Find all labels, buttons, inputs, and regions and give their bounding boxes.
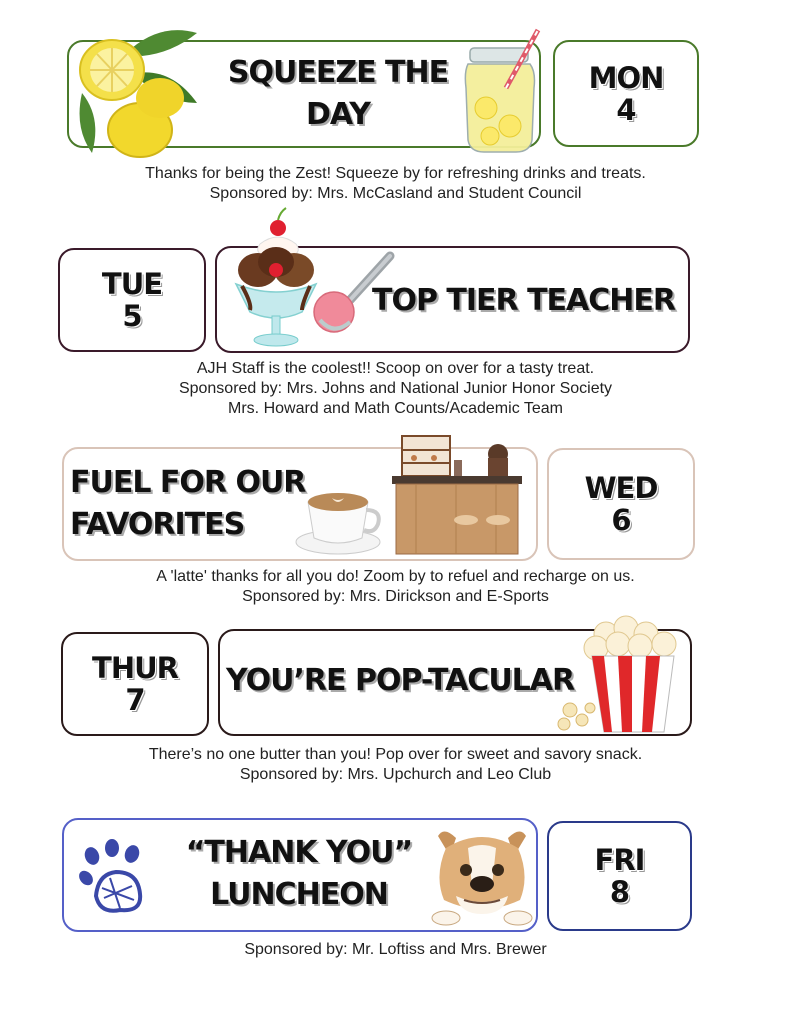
event-1-description: Thanks for being the Zest! Squeeze by for refreshing drinks and treats. Sponsored by: Mrs. McCasland and Student Council (145, 165, 646, 202)
coffee-cup-icon (294, 484, 386, 558)
event-4-description: There’s no one butter than you! Pop over for sweet and savory snack. Sponsored by: Mrs. Upchurch and Leo Club (148, 746, 643, 783)
event-2-day-box (58, 248, 206, 352)
event-3-day: WED (584, 471, 658, 505)
ice-cream-sundae-icon (232, 212, 320, 350)
event-4-title: YOU’RE POP-TACULAR (226, 663, 575, 698)
event-3-day-box (547, 448, 695, 560)
event-4-day-box (61, 632, 209, 736)
event-5-title: “THANK YOU” LUNCHEON (185, 835, 413, 912)
event-2-date: 5 (122, 299, 142, 333)
event-2-title: TOP TIER TEACHER (372, 283, 675, 318)
event-1-day-box (553, 40, 699, 147)
popcorn-icon (556, 614, 686, 738)
event-5-day: FRI (594, 843, 645, 877)
event-3-title: FUEL FOR OUR FAVORITES (70, 465, 306, 542)
event-3-description: A 'latte' thanks for all you do! Zoom by to refuel and recharge on us. Sponsored by: Mrs. Dirickson and E-Sports (156, 568, 635, 605)
lemon-icon (72, 18, 202, 153)
event-1-day: MON (588, 60, 664, 95)
bulldog-icon (428, 826, 536, 926)
coffee-bar-icon (386, 432, 526, 556)
event-4-date: 7 (125, 683, 145, 717)
event-1-title: SQUEEZE THE DAY (227, 55, 449, 132)
event-4-day: THUR (92, 651, 178, 685)
event-5-day-box (547, 821, 692, 931)
event-5-date: 8 (609, 875, 630, 909)
event-3-date: 6 (611, 503, 631, 537)
event-2-description: AJH Staff is the coolest!! Scoop on over for a tasty treat. Sponsored by: Mrs. Johns and National Junior Honor Society Mrs. Howard and Math Counts/Academic Team (178, 360, 613, 417)
event-1-date: 4 (616, 92, 636, 127)
paw-print-icon (76, 840, 152, 916)
event-2-day: TUE (101, 267, 163, 301)
event-5-description: Sponsored by: Mr. Loftiss and Mrs. Brewer (244, 941, 547, 958)
